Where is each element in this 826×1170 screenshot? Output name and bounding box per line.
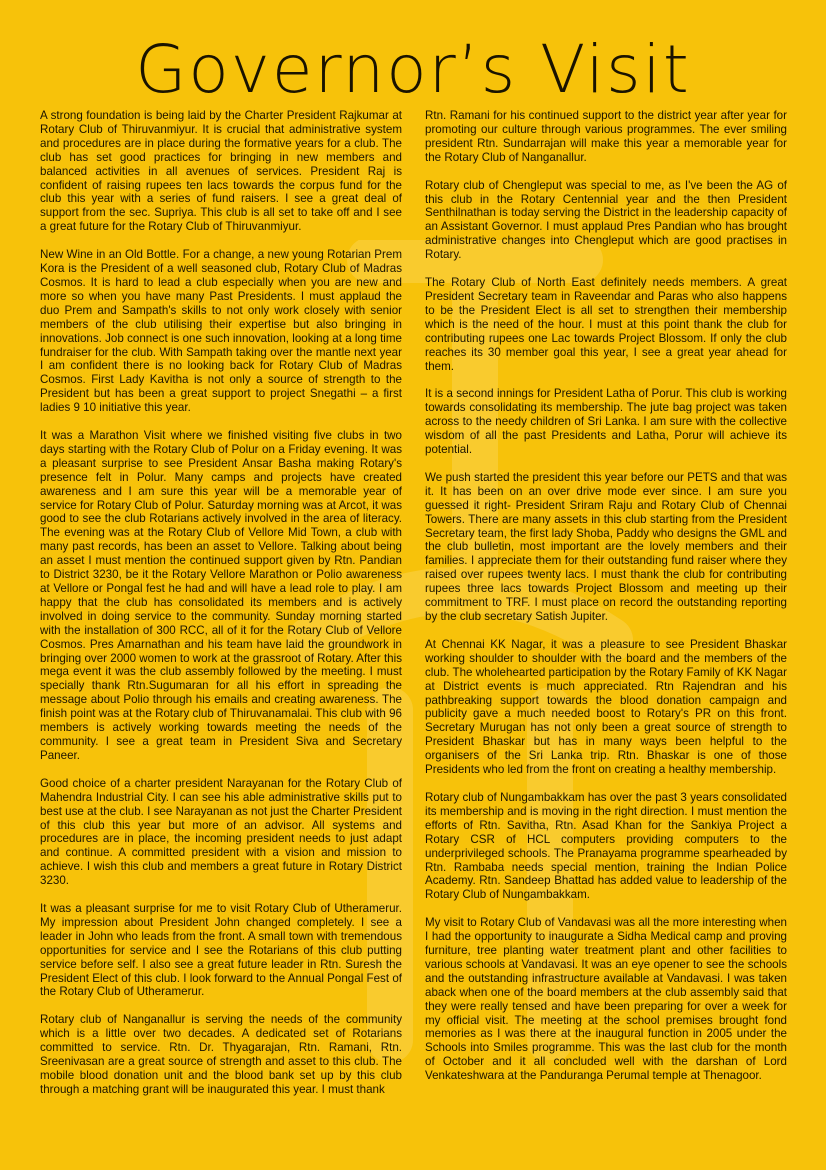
left-column: [40, 109, 402, 1111]
paragraph-mahendra-industrial-city: Good choice of a charter president Narayanan for the Rotary Club of Mahendra Industrial City. I can see his able administrative skills put to best use at the club. I see Narayanan as not just the Charter President of this club this year but more of an advisor. All systems and procedures are in place, the incoming president needs to just adapt and continue. A committed president with a vision and mission to achieve. I wish this club and members a great future in Rotary District 3230.: [40, 776, 402, 888]
paragraph-nanganallur-cont: Rtn. Ramani for his continued support to the district year after year for promoting our culture through various programmes. The ever smiling president Rtn. Sundarrajan will make this year a memorable year for the Rotary Club of Nanganallur.: [425, 109, 787, 164]
paragraph-chennai-towers: We push started the president this year before our PETS and that was it. It has been on an over drive mode ever since. I am sure you guessed it right- President Sriram Raju and Rotary Club of Chennai Towers. There are many assets in this club starting from the President Secretary team, the first lady Shoba, Paddy who designs the GML and the club bulletin, most important are the lovely members and their families. I appreciate them for their outstanding fund raiser where they raised over rupees twenty lacs. I must thank the club for contributing rupees three lacs towards Project Blossom and meeting up their commitment to TRF. I must place on record the outstanding reporting by the club secretary Satish Jupiter.: [425, 470, 787, 623]
paragraph-vandavasi: My visit to Rotary Club of Vandavasi was all the more interesting when I had the opportunity to inaugurate a Sidha Medical camp and proving furniture, tree planting water treatment plant and other facilities to various schools at Vandavasi. It was an eye opener to see the schools and the outstanding infrastructure available at Vandavasi. I was taken aback when one of the board members at the club assembly said that they were really tensed and have been preparing for over a week for my official visit. The meeting at the school premises brought fond memories as I was there at the inaugural function in 2005 under the Schools into Smiles programme. This was the last club for the month of October and it all concluded well with the darshan of Lord Venkateshwara at the Panduranga Perumal temple at Thenagoor.: [425, 916, 787, 1083]
paragraph-madras-cosmos: New Wine in an Old Bottle. For a change, a new young Rotarian Prem Kora is the President of a well seasoned club, Rotary Club of Madras Cosmos. It is hard to lead a club especially when you are new and more so when you have many Past Presidents. I must applaud the duo Prem and Sampath's skills to not only work closely with senior members of the club utilising their expertise but also bringing in innovations. Job connect is one such innovation, looking at a long time fundraiser for the club. With Sampath taking over the mantle next year I am confident there is no looking back for Rotary Club of Madras Cosmos. First Lady Kavitha is not only a source of strength to the President but has been a great support to project Snegathi – a first ladies 9 10 initiative this year.: [40, 248, 402, 415]
right-column: [425, 109, 787, 1097]
paragraph-north-east: The Rotary Club of North East definitely needs members. A great President Secretary team in Raveendar and Paras who also happens to be the President Elect is all set to strengthen their membership which is the need of the hour. I must at this point thank the club for contributing rupees one Lac towards Project Blossom. If only the club reaches its 30 member goal this year, I see a great year ahead for them.: [425, 276, 787, 373]
paragraph-chengleput: Rotary club of Chengleput was special to me, as I've been the AG of this club in the Rotary Centennial year and the then President Senthilnathan is today serving the District in the leadership capacity of an Assistant Governor. I must applaud Pres Pandian who has brought administrative changes into Chengleput which are good practises in Rotary.: [425, 178, 787, 262]
paragraph-utheramerur: It was a pleasant surprise for me to visit Rotary Club of Utheramerur. My impression about President John changed completely. I see a leader in John who leads from the front. A small town with tremendous opportunities for service and I see the Rotarians of this club putting service before self. I also see a great future leader in Rtn. Suresh the President Elect of this club. I look forward to the Annual Pongal Fest of the Rotary Club of Utheramerur.: [40, 902, 402, 999]
paragraph-nungambakkam: Rotary club of Nungambakkam has over the past 3 years consolidated its membership and is moving in the right direction. I must mention the efforts of Rtn. Savitha, Rtn. Asad Khan for the Sankiya Project a Rotary CSR of HCL computers providing computers to the underprivileged schools. The Pranayama programme spearheaded by Rtn. Rambaba needs special mention, training the Indian Police Academy. Rtn. Sandeep Bhattad has added value to leadership of the Rotary Club of Nungambakkam.: [425, 790, 787, 902]
paragraph-marathon-visit: It was a Marathon Visit where we finished visiting five clubs in two days starting with the Rotary Club of Polur on a Friday evening. It was a pleasant surprise to see President Ansar Basha making Rotary's presence felt in Polur. Many camps and projects have created awareness and I am sure this year will be a memorable year of service for Rotary Club of Polur. Saturday morning was at Arcot, it was good to see the club Rotarians actively involved in the area of literacy. The evening was at the Rotary Club of Vellore Mid Town, a club with many past records, has been an asset to Vellore. Talking about being an asset I must mention the continued support given by Rtn. Pandian to District 3230, be it the Rotary Vellore Marathon or Polio awareness at Vellore or Pongal fest he had and will have a lead role to play. I am happy that the club has consolidated its members and is actively involved in doing service to the community. Sunday morning started with the installation of 300 RCC, all of it for the Rotary Club of Vellore Cosmos. Pres Amarnathan and his team have laid the groundwork in bringing over 2000 women to work at the grassroot of Rotary. After this mega event it was the club assembly followed by the meeting. I must specially thank Rtn.Sugumaran for all his effort in spreading the message about Polio through his emails and creating awareness. The finish point was at the Rotary club of Thiruvanamalai. This club with 96 members is actively working towards meeting the needs of the community. I see a great team in President Siva and Secretary Paneer.: [40, 429, 402, 762]
page-title: Governor’s Visit: [135, 31, 691, 108]
paragraph-porur: It is a second innings for President Latha of Porur. This club is working towards consolidating its membership. The jute bag project was taken across to the needy children of Sri Lanka. I am sure with the collective wisdom of all the past Presidents and Latha, Porur will achieve its potential.: [425, 387, 787, 457]
paragraph-kk-nagar: At Chennai KK Nagar, it was a pleasure to see President Bhaskar working shoulder to shoulder with the board and the members of the club. The wholehearted participation by the Rotary Family of KK Nagar at District events is much appreciated. Rtn Rajendran and his pathbreaking support towards the blood donation campaign and publicity gave a much needed boost to Rotary's PR on this front. Secretary Murugan has not only been a great source of strength to President Bhaskar but has in many ways been helpful to the organisers of the Sri Lanka trip. Rtn. Bhaskar is one of those Presidents who led from the front on creating a healthy membership.: [425, 637, 787, 777]
paragraph-nanganallur: Rotary club of Nanganallur is serving the needs of the community which is a little over two decades. A dedicated set of Rotarians committed to service. Rtn. Dr. Thyagarajan, Rtn. Ramani, Rtn. Sreenivasan are a great source of strength and asset to this club. The mobile blood donation unit and the blood bank set up by this club through a matching grant will be inaugurated this year. I must thank: [40, 1013, 402, 1096]
paragraph-thiruvanmiyur: A strong foundation is being laid by the Charter President Rajkumar at Rotary Club of Thiruvanmiyur. It is crucial that administrative system and procedures are in place during the formative years for a club. The club has set good practices for bringing in new members and balanced activities in all avenues of services. President Raj is confident of raising rupees ten lacs towards the corpus fund for the club this year with a series of fund raisers. I see a great deal of support from the sec. Supriya. This club is all set to take off and I see a great future for the Rotary Club of Thiruvanmiyur.: [40, 109, 402, 234]
